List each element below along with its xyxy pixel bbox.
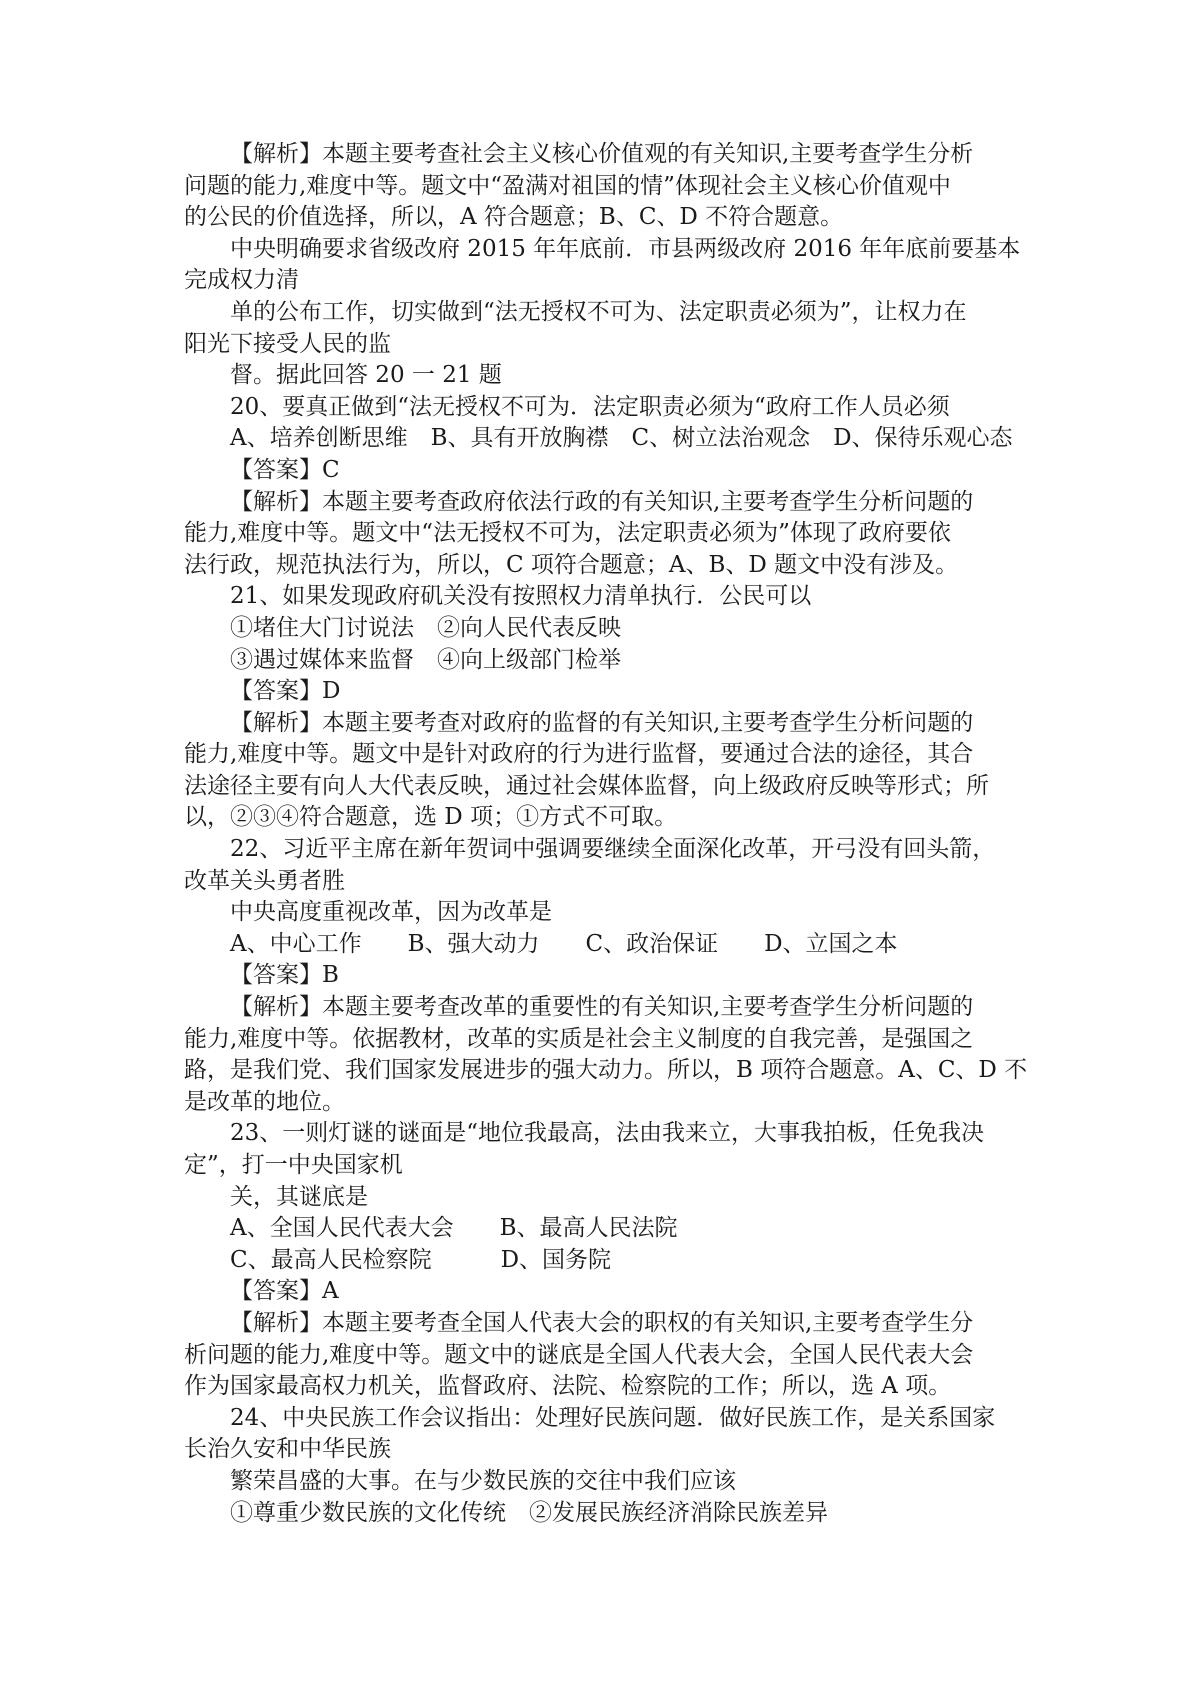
text-line: 路，是我们党、我们国家发展进步的强大动力。所以，B 项符合题意。A、C、D 不 <box>184 1057 1028 1084</box>
text-line: A、中心工作 B、强大动力 C、政治保证 D、立国之本 <box>230 930 898 957</box>
text-line: 长治久安和中华民族 <box>184 1436 391 1463</box>
text-line: 21、如果发现政府矶关没有按照权力清单执行．公民可以 <box>230 583 812 610</box>
document-page <box>184 139 1028 1529</box>
text-line: 能力,难度中等。依据教材，改革的实质是社会主义制度的自我完善，是强国之 <box>184 1025 974 1052</box>
text-line: 法途径主要有向人大代表反映，通过社会媒体监督，向上级政府反映等形式；所 <box>184 772 989 799</box>
text-line: C、最高人民检察院 D、国务院 <box>230 1246 612 1273</box>
text-line: ③遇过媒体来监督 ④向上级部门检举 <box>230 646 621 673</box>
text-line: 【答案】B <box>230 962 339 989</box>
text-line: 【答案】D <box>230 678 341 705</box>
text-line: 22、习近平主席在新年贺词中强调要继续全面深化改革，开弓没有回头箭， <box>230 836 996 863</box>
text-line: 是改革的地位。 <box>184 1088 345 1115</box>
text-line: 定”，打一中央国家机 <box>184 1152 403 1178</box>
text-line: 【答案】C <box>230 456 340 483</box>
text-line: 【答案】A <box>230 1278 339 1305</box>
text-line: 【解析】本题主要考查政府依法行政的有关知识,主要考查学生分析问题的 <box>230 488 974 515</box>
text-line: 改革关头勇者胜 <box>184 867 345 894</box>
text-line: ①尊重少数民族的文化传统 ②发展民族经济消除民族差异 <box>230 1499 828 1526</box>
text-line: 完成权力清 <box>184 267 299 294</box>
text-line: 问题的能力,难度中等。题文中“盈满对祖国的情”体现社会主义核心价值观中 <box>184 172 951 199</box>
text-line: 析问题的能力,难度中等。题文中的谜底是全国人代表大会，全国人民代表大会 <box>184 1341 974 1368</box>
text-line: A、全国人民代表大会 B、最高人民法院 <box>230 1215 678 1242</box>
text-line: 中央高度重视改革，因为改革是 <box>230 899 552 926</box>
text-line: 【解析】本题主要考查对政府的监督的有关知识,主要考查学生分析问题的 <box>230 709 974 736</box>
text-line: 关，其谜底是 <box>230 1183 368 1210</box>
text-line: 作为国家最高权力机关，监督政府、法院、检察院的工作；所以，选 A 项。 <box>184 1373 952 1400</box>
text-line: 法行政，规范执法行为，所以，C 项符合题意；A、B、D 题文中没有涉及。 <box>184 551 959 578</box>
text-line: 中央明确要求省级改府 2015 年年底前．市县两级改府 2016 年年底前要基本 <box>230 235 1021 262</box>
text-line: 督。据此回答 20 一 21 题 <box>230 362 502 389</box>
text-line: 24、中央民族工作会议指出：处理好民族问题．做好民族工作，是关系国家 <box>230 1404 996 1431</box>
text-line: 23、一则灯谜的谜面是“地位我最高，法由我来立，大事我拍板，任免我决 <box>230 1120 985 1147</box>
text-line: 单的公布工作，切实做到“法无授权不可为、法定职责必须为”，让权力在 <box>230 298 967 325</box>
text-line: 【解析】本题主要考查改革的重要性的有关知识,主要考查学生分析问题的 <box>230 994 974 1021</box>
text-line: 能力,难度中等。题文中是针对政府的行为进行监督，要通过合法的途径，其合 <box>184 741 974 768</box>
text-line: A、培养创断思维 B、具有开放胸襟 C、树立法治观念 D、保待乐观心态 <box>230 425 1013 452</box>
text-line: 【解析】本题主要考查社会主义核心价值观的有关知识,主要考查学生分析 <box>230 141 974 167</box>
text-line: 能力,难度中等。题文中“法无授权不可为，法定职责必须为”体现了政府要依 <box>184 520 951 547</box>
text-line: 阳光下接受人民的监 <box>184 330 391 357</box>
text-line: 【解析】本题主要考查全国人代表大会的职权的有关知识,主要考查学生分 <box>230 1309 974 1336</box>
text-line: ①堵住大门讨说法 ②向人民代表反映 <box>230 614 621 641</box>
text-line: 的公民的价值选择，所以，A 符合题意；B、C、D 不符合题意。 <box>184 204 844 231</box>
text-line: 以，②③④符合题意，选 D 项；①方式不可取。 <box>184 804 678 831</box>
text-line: 繁荣昌盛的大事。在与少数民族的交往中我们应该 <box>230 1467 736 1494</box>
text-line: 20、要真正做到“法无授权不可为．法定职责必须为“政府工作人员必须 <box>230 393 950 420</box>
